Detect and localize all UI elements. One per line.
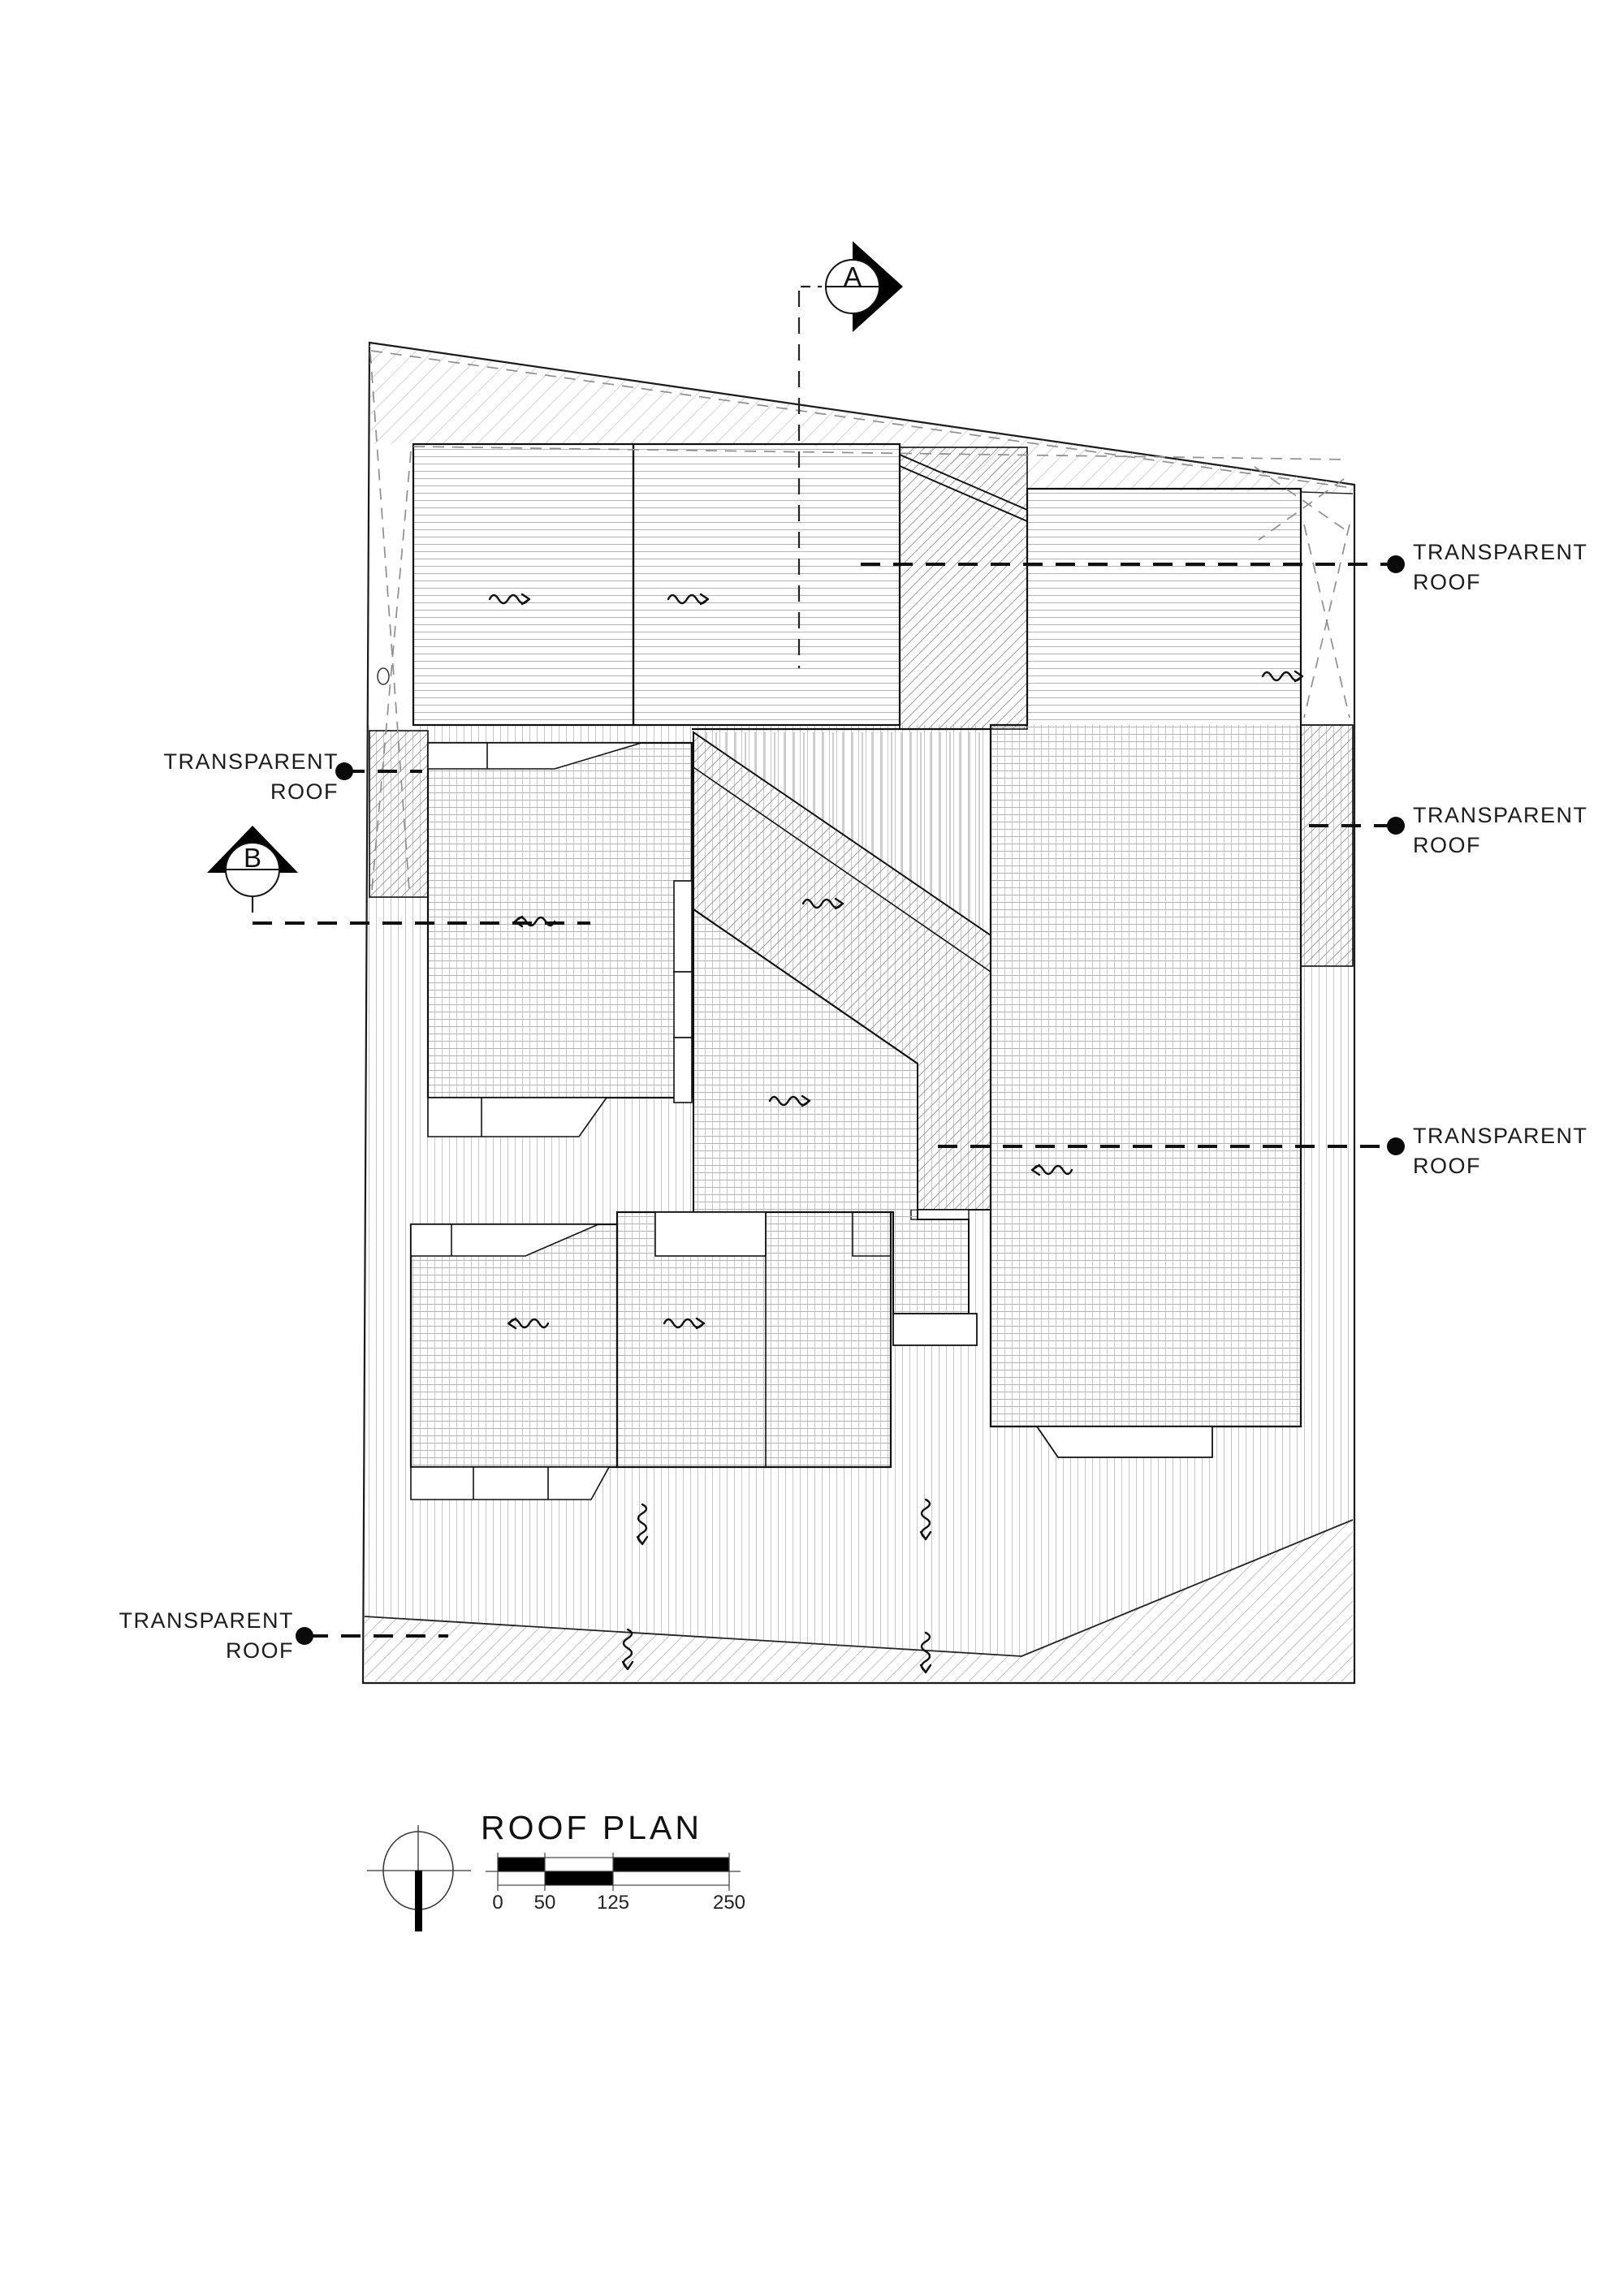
callout-line: ROOF	[1413, 833, 1481, 857]
scale-tick-125: 125	[596, 1892, 630, 1914]
scale-tick-50: 50	[533, 1892, 556, 1914]
callout-transparent-roof-bottom	[119, 1606, 294, 1666]
callout-line: ROOF	[270, 779, 339, 804]
drawing-title: ROOF PLAN	[481, 1809, 702, 1846]
scale-tick-250: 250	[712, 1892, 746, 1914]
section-label-a: A	[843, 261, 862, 291]
transparent-roof-left	[369, 731, 428, 897]
right-setback-strip	[1301, 492, 1353, 725]
roof-panel-mid-left	[428, 743, 692, 1098]
callout-line: ROOF	[1413, 570, 1481, 594]
left-setback-strip	[371, 444, 413, 731]
callout-transparent-roof-right-top	[1413, 537, 1588, 598]
callout-line: TRANSPARENT	[1413, 1124, 1588, 1148]
callout-line: TRANSPARENT	[1413, 803, 1588, 827]
drain-marker	[378, 668, 389, 684]
callout-line: ROOF	[226, 1638, 294, 1663]
callout-line: ROOF	[1413, 1154, 1481, 1178]
transparent-roof-right	[1301, 725, 1353, 966]
callout-line: TRANSPARENT	[1413, 540, 1588, 564]
north-indicator-icon	[367, 1825, 471, 1931]
callout-transparent-roof-right-mid	[1413, 801, 1588, 861]
scale-tick-0: 0	[492, 1892, 503, 1914]
transparent-roof-top-strip	[900, 447, 1027, 729]
roof-panel-right	[991, 489, 1301, 1426]
scale-bar	[486, 1853, 741, 1891]
callout-transparent-roof-right-low	[1413, 1121, 1588, 1181]
callout-transparent-roof-left	[163, 747, 339, 807]
roof-panel-bottom-left	[411, 1224, 617, 1467]
callout-line: TRANSPARENT	[163, 749, 339, 774]
callout-line: TRANSPARENT	[119, 1608, 294, 1633]
roof-panel-top-center	[633, 444, 900, 725]
section-label-b: B	[243, 843, 261, 873]
roof-panel-top-left	[413, 444, 633, 725]
